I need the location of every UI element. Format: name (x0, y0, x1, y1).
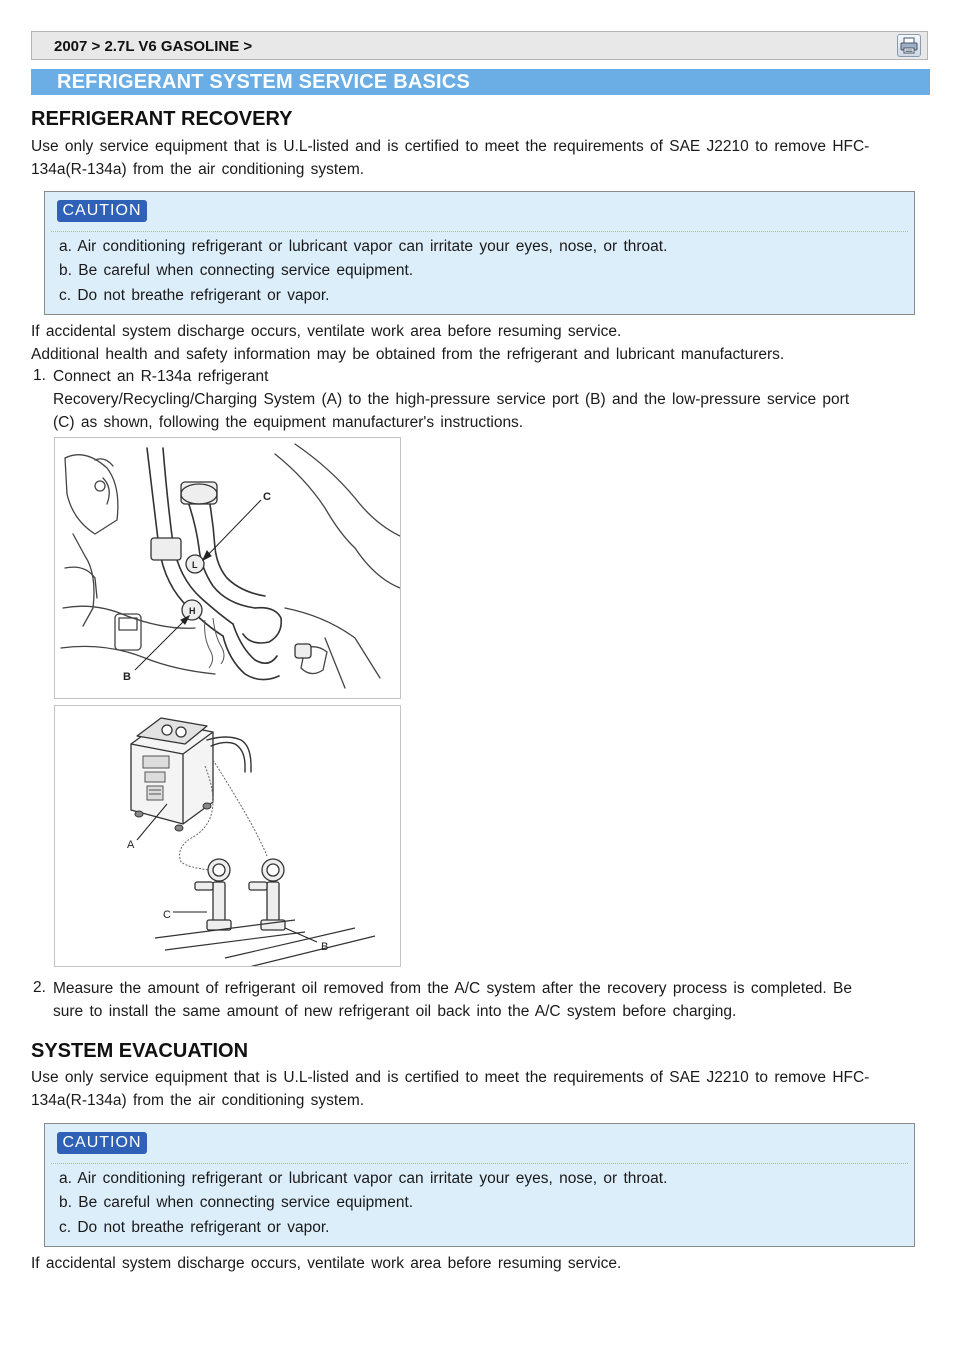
health-safety-note: Additional health and safety information may be obtained from the refrigerant and lubricant manufacturers. (31, 346, 785, 363)
page-title: REFRIGERANT SYSTEM SERVICE BASICS (57, 71, 470, 93)
callout-label-b: B (123, 671, 131, 683)
caution-item-b: b. Be careful when connecting service equipment. (59, 1194, 414, 1211)
section-heading-evacuation: SYSTEM EVACUATION (31, 1040, 249, 1062)
caution-item-c: c. Do not breathe refrigerant or vapor. (59, 1219, 330, 1236)
breadcrumb-link[interactable]: 2007 > 2.7L V6 GASOLINE > (54, 38, 253, 55)
caution-item-a: a. Air conditioning refrigerant or lubricant vapor can irritate your eyes, nose, or throat. (59, 1170, 668, 1187)
printer-icon (898, 35, 920, 56)
callout-label-c: C (263, 491, 271, 503)
caution-item-b: b. Be careful when connecting service equipment. (59, 262, 414, 279)
recovery-intro-line1: Use only service equipment that is U.L-listed and is certified to meet the requirements of SAE J2210 to remove HFC- (31, 138, 870, 155)
discharge-note: If accidental system discharge occurs, ventilate work area before resuming service. (31, 323, 622, 340)
recovery-intro-line2: 134a(R-134a) from the air conditioning system. (31, 161, 365, 178)
figure-recovery-machine (54, 705, 401, 967)
port-label-low: L (192, 560, 198, 570)
caution-divider (51, 1163, 908, 1164)
callout-label-b-2: B (321, 941, 329, 953)
step-2-line2: sure to install the same amount of new refrigerant oil back into the A/C system before charging. (53, 1003, 737, 1020)
print-button[interactable] (897, 34, 921, 57)
evacuation-intro-line2: 134a(R-134a) from the air conditioning system. (31, 1092, 365, 1109)
caution-divider (51, 231, 908, 232)
caution-label: CAUTION (62, 202, 142, 219)
recovery-machine-illustration (55, 706, 401, 967)
step-2-line1: Measure the amount of refrigerant oil removed from the A/C system after the recovery process is completed. Be (53, 980, 853, 997)
step-1-number: 1. (33, 367, 46, 384)
caution-box-evacuation (44, 1123, 915, 1247)
service-ports-illustration (55, 438, 401, 699)
caution-badge (57, 200, 147, 222)
caution-badge (57, 1132, 147, 1154)
evacuation-discharge-note: If accidental system discharge occurs, ventilate work area before resuming service. (31, 1255, 622, 1272)
caution-label: CAUTION (62, 1134, 142, 1151)
step-1-line2: Recovery/Recycling/Charging System (A) to the high-pressure service port (B) and the low-pressure service port (53, 391, 850, 408)
step-1-line3: (C) as shown, following the equipment manufacturer's instructions. (53, 414, 524, 431)
callout-label-c-2: C (163, 909, 171, 921)
evacuation-intro-line1: Use only service equipment that is U.L-listed and is certified to meet the requirements of SAE J2210 to remove HFC- (31, 1069, 870, 1086)
page-title-bar (31, 69, 930, 95)
section-heading-recovery: REFRIGERANT RECOVERY (31, 108, 293, 130)
callout-label-a: A (127, 839, 135, 851)
breadcrumb (31, 31, 928, 60)
caution-box-recovery (44, 191, 915, 315)
port-label-high: H (189, 606, 196, 616)
caution-item-a: a. Air conditioning refrigerant or lubricant vapor can irritate your eyes, nose, or throat. (59, 238, 668, 255)
caution-item-c: c. Do not breathe refrigerant or vapor. (59, 287, 330, 304)
step-2-number: 2. (33, 979, 46, 996)
figure-service-ports (54, 437, 401, 699)
step-1-line1: Connect an R-134a refrigerant (53, 368, 269, 385)
